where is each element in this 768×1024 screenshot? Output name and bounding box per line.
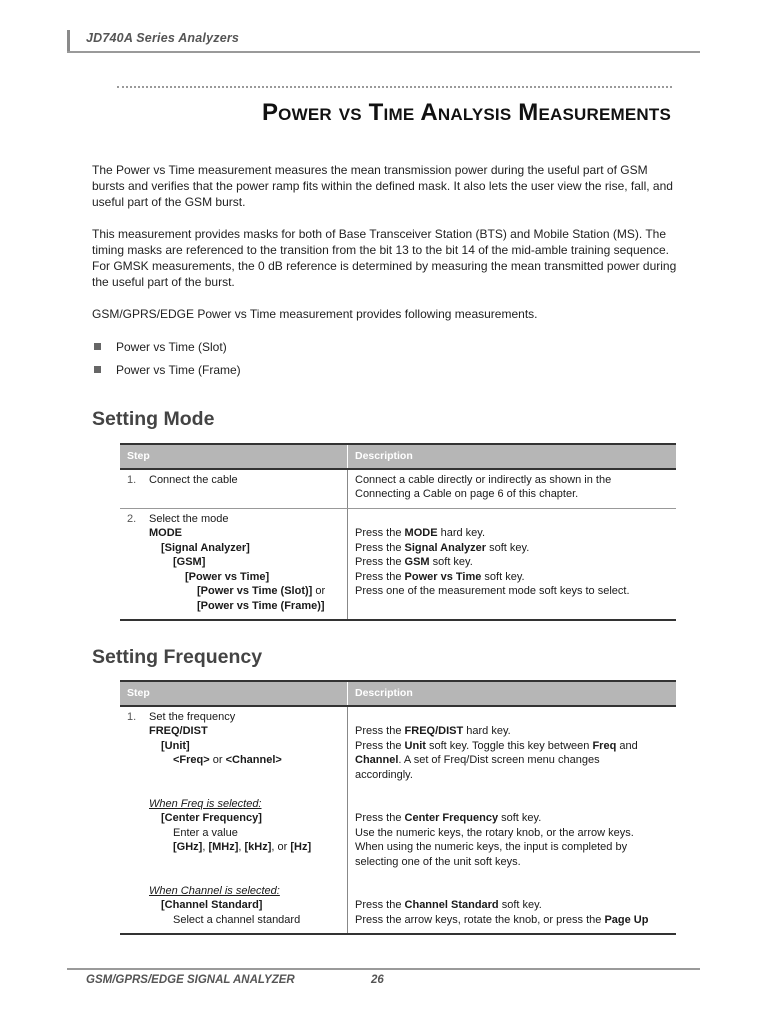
key-freq-dist: FREQ/DIST bbox=[149, 725, 208, 737]
description-line: When using the numeric keys, the input is completed by bbox=[355, 841, 628, 853]
select-channel-text: Select a channel standard bbox=[173, 913, 301, 926]
page-number: 26 bbox=[371, 974, 384, 986]
column-header-step: Step bbox=[120, 681, 348, 706]
step-cell bbox=[120, 508, 348, 620]
step-text: Set the frequency bbox=[149, 710, 236, 723]
description-line: selecting one of the unit soft keys. bbox=[355, 855, 521, 868]
description-line: Press the MODE hard key. bbox=[355, 527, 486, 539]
description-line: Press the Signal Analyzer soft key. bbox=[355, 541, 530, 554]
column-header-description: Description bbox=[348, 681, 677, 706]
bullet-text: Power vs Time (Frame) bbox=[116, 363, 241, 377]
section-heading-mode: Setting Mode bbox=[92, 408, 215, 430]
enter-value-text: Enter a value bbox=[173, 826, 238, 839]
description-line: Press the FREQ/DIST hard key. bbox=[355, 725, 511, 737]
measurements-paragraph: GSM/GPRS/EDGE Power vs Time measurement provides following measurements. bbox=[92, 307, 538, 321]
column-header-step: Step bbox=[120, 444, 348, 469]
description-line: Press the GSM soft key. bbox=[355, 556, 473, 568]
column-header-description: Description bbox=[348, 444, 677, 469]
table-header-row bbox=[120, 444, 676, 469]
description-line: Press the arrow keys, rotate the knob, or press the Page Up bbox=[355, 913, 649, 926]
description-cell bbox=[348, 706, 677, 935]
step-number: 2. bbox=[127, 512, 137, 525]
key-center-frequency: [Center Frequency] bbox=[161, 812, 262, 824]
key-power-vs-time-slot: [Power vs Time (Slot)] bbox=[197, 585, 313, 597]
when-channel-label: When Channel is selected: bbox=[149, 884, 280, 897]
header-title: JD740A Series Analyzers bbox=[86, 31, 240, 45]
step-text: Select the mode bbox=[149, 512, 229, 525]
description-cell bbox=[348, 469, 677, 509]
description-line: Press one of the measurement mode soft keys to select. bbox=[355, 585, 630, 597]
description-cell bbox=[348, 508, 677, 620]
header-rule bbox=[67, 51, 700, 53]
step-cell bbox=[120, 469, 348, 509]
square-bullet-icon bbox=[94, 366, 101, 373]
when-freq-label: When Freq is selected: bbox=[149, 797, 262, 810]
description-line: Press the Unit soft key. Toggle this key between Freq and bbox=[355, 739, 638, 752]
table-row bbox=[120, 469, 676, 509]
key-power-vs-time: [Power vs Time] bbox=[185, 570, 270, 583]
description-line: Press the Power vs Time soft key. bbox=[355, 570, 525, 583]
bullet-item bbox=[94, 340, 227, 354]
step-cell: 1. Set the frequency FREQ/DIST [Unit] <Freq> or <Channel> When Freq is selected: [Center Frequency] Enter a value [GHz], [MHz], [kHz], or [Hz] When Channel is selected: [Channel Standard] Select a channel standard bbox=[120, 706, 348, 935]
key-channel-standard: [Channel Standard] bbox=[161, 899, 263, 911]
description-line: Press the Center Frequency soft key. bbox=[355, 812, 542, 824]
page-title: Power vs Time Analysis Measurements bbox=[261, 99, 671, 126]
mode-steps-table bbox=[120, 443, 676, 621]
step-number: 1. bbox=[127, 710, 137, 723]
square-bullet-icon bbox=[94, 343, 101, 350]
key-mode: MODE bbox=[149, 527, 182, 539]
frequency-steps-table bbox=[120, 680, 676, 935]
table-header-row bbox=[120, 681, 676, 706]
description-line: Connecting a Cable on page 6 of this chapter. bbox=[355, 488, 579, 500]
key-signal-analyzer: [Signal Analyzer] bbox=[161, 541, 250, 554]
bullet-text: Power vs Time (Slot) bbox=[116, 340, 227, 354]
description-line: Channel. A set of Freq/Dist screen menu changes bbox=[355, 754, 600, 766]
key-freq: <Freq> bbox=[173, 754, 210, 766]
key-unit: [Unit] bbox=[161, 739, 190, 752]
or-text: or bbox=[312, 585, 326, 597]
step-number: 1. bbox=[127, 473, 137, 486]
description-line: Use the numeric keys, the rotary knob, or the arrow keys. bbox=[355, 826, 634, 839]
header-accent-bar bbox=[67, 30, 70, 52]
intro-paragraph: The Power vs Time measurement measures the mean transmission power during the useful part of GSM bursts and verifies that the power ramp fits within the defined mask. It also lets the user view the rise, fall, and useful part of the GSM burst. bbox=[92, 163, 673, 209]
bullet-item bbox=[94, 363, 241, 377]
footer-rule bbox=[67, 968, 700, 970]
description-line: accordingly. bbox=[355, 768, 413, 781]
table-row bbox=[120, 508, 676, 620]
table-row bbox=[120, 706, 676, 935]
footer-title: GSM/GPRS/EDGE SIGNAL ANALYZER bbox=[86, 974, 295, 986]
key-power-vs-time-frame: [Power vs Time (Frame)] bbox=[197, 599, 325, 612]
description-line: Press the Channel Standard soft key. bbox=[355, 899, 542, 911]
description-line: Connect a cable directly or indirectly as shown in the bbox=[355, 473, 612, 486]
key-gsm: [GSM] bbox=[173, 556, 206, 568]
masks-paragraph: This measurement provides masks for both of Base Transceiver Station (BTS) and Mobile Station (MS). The timing masks are referenced to the transition from the bit 13 to the bit 14 of the mid-amble training sequence. For GMSK measurements, the 0 dB reference is determined by measuring the mean transmitted power during the useful part of the burst. bbox=[92, 227, 677, 289]
key-channel: <Channel> bbox=[225, 754, 282, 766]
section-heading-frequency: Setting Frequency bbox=[92, 646, 263, 668]
title-divider bbox=[117, 86, 672, 88]
step-text: Connect the cable bbox=[149, 473, 238, 486]
